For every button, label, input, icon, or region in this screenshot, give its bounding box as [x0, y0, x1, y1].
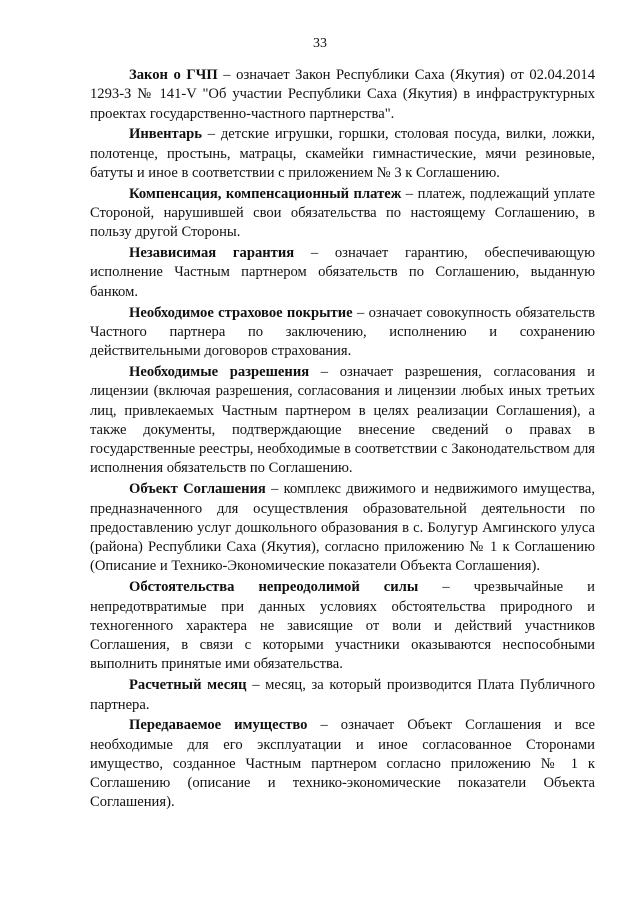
definition-term: Объект Соглашения — [129, 481, 266, 498]
definition-text: – детские игрушки, горшки, столовая посуда, вилки, ложки, полотенце, простынь, матрацы, скамейки гимнастические, мячи резиновые, батуты и иное в соответствии с приложением № 3 к Соглашению. — [90, 126, 595, 181]
definition-term: Обстоятельства непреодолимой силы — [129, 579, 419, 596]
definition-text: – чрезвычайные и непредотвратимые при данных условиях обстоятельства природного и техногенного характера не зависящие от воли и действий участников Соглашения, в связи с которыми участники оказываются неспособными выполнить принятые ими обязательства. — [90, 579, 595, 673]
definition-paragraph — [90, 125, 595, 183]
definition-term: Передаваемое имущество — [129, 717, 308, 734]
definition-term: Независимая гарантия — [129, 245, 295, 262]
definition-paragraph — [90, 480, 595, 576]
definition-text: – месяц, за который производится Плата Публичного партнера. — [90, 677, 595, 713]
definition-paragraph — [90, 66, 595, 124]
definition-paragraph — [90, 244, 595, 302]
definition-text: – означает гарантию, обеспечивающую исполнение Частным партнером обязательств по Соглашению, выданную банком. — [90, 245, 595, 300]
definition-text: – комплекс движимого и недвижимого имущества, предназначенного для осуществления образовательной деятельности по предоставлению услуг дошкольного образования в с. Болугур Амгинского улуса (района) Республики Саха (Якутия), согласно приложению № 1 к Соглашению (Описание и Технико-Экономические показатели Объекта Соглашения). — [90, 481, 595, 575]
definition-paragraph — [90, 363, 595, 479]
definition-paragraph — [90, 185, 595, 243]
definition-text: – означает совокупность обязательств Частного партнера по заключению, исполнению и сохранению действительными договоров страхования. — [90, 304, 595, 360]
definition-term: Расчетный месяц — [129, 677, 247, 694]
definition-text: – означает разрешения, согласования и лицензии (включая разрешения, согласования и лицензии любых иных третьих лиц, привлекаемых Частным партнером в целях реализации Соглашения), а также документы, подтверждающие внесение сведений о правах в государственные реестры, необходимые в соответствии с Законодательством для исполнения обязательств по Соглашению. — [90, 363, 595, 477]
definition-paragraph — [90, 676, 595, 715]
definition-term: Компенсация, компенсационный платеж — [129, 185, 402, 202]
definition-paragraph — [90, 716, 595, 812]
definition-term: Инвентарь — [129, 126, 203, 143]
page-number: 33 — [313, 36, 327, 51]
definition-term: Необходимые разрешения — [129, 363, 310, 380]
definition-term: Необходимое страховое покрытие — [129, 304, 353, 321]
definition-paragraph — [90, 304, 595, 362]
definitions-list — [90, 66, 595, 814]
definition-text: – платеж, подлежащий уплате Стороной, нарушившей свои обязательства по настоящему Соглашению, в пользу другой Стороны. — [90, 185, 595, 241]
definition-text: – означает Закон Республики Саха (Якутия) от 02.04.2014 1293-З № 141-V "Об участии Республики Саха (Якутия) в инфраструктурных проектах государственно-частного партнерства". — [90, 67, 595, 122]
definition-term: Закон о ГЧП — [129, 67, 218, 83]
definition-paragraph — [90, 578, 595, 674]
definition-text: – означает Объект Соглашения и все необходимые для его эксплуатации и иное согласованное Сторонами имущество, созданное Частным партнером согласно приложению № 1 к Соглашению (описание и технико-экономические показатели Объекта Соглашения). — [90, 717, 595, 811]
